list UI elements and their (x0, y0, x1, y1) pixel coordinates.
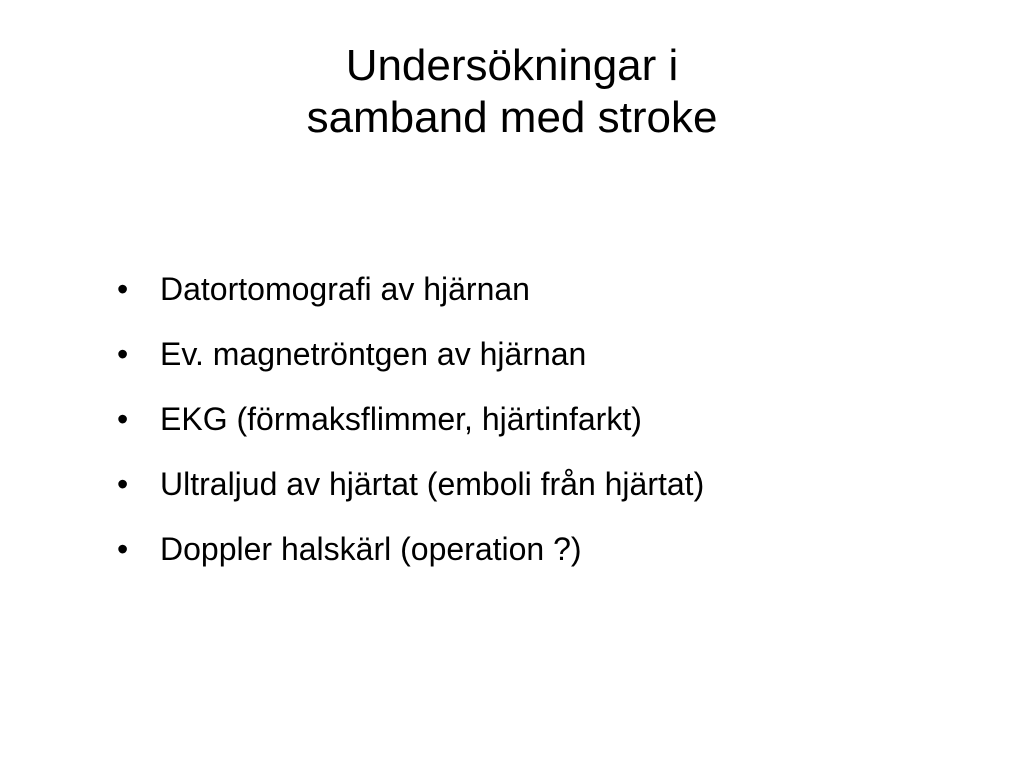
bullet-icon: • (117, 466, 129, 502)
bullet-text: Doppler halskärl (operation ?) (160, 531, 582, 567)
bullet-text: Ultraljud av hjärtat (emboli från hjärtat) (160, 466, 705, 502)
slide-title-line-2: samband med stroke (306, 93, 718, 142)
bullet-icon: • (117, 271, 129, 307)
bullet-text: Ev. magnetröntgen av hjärnan (160, 336, 587, 372)
bullet-text: EKG (förmaksflimmer, hjärtinfarkt) (160, 401, 642, 437)
bullet-text: Datortomografi av hjärnan (160, 271, 530, 307)
bullet-icon: • (117, 401, 129, 437)
bullet-icon: • (117, 531, 129, 567)
bullet-icon: • (117, 336, 129, 372)
slide-title (0, 40, 1024, 144)
slide-title-line-1: Undersökningar i (345, 41, 679, 90)
